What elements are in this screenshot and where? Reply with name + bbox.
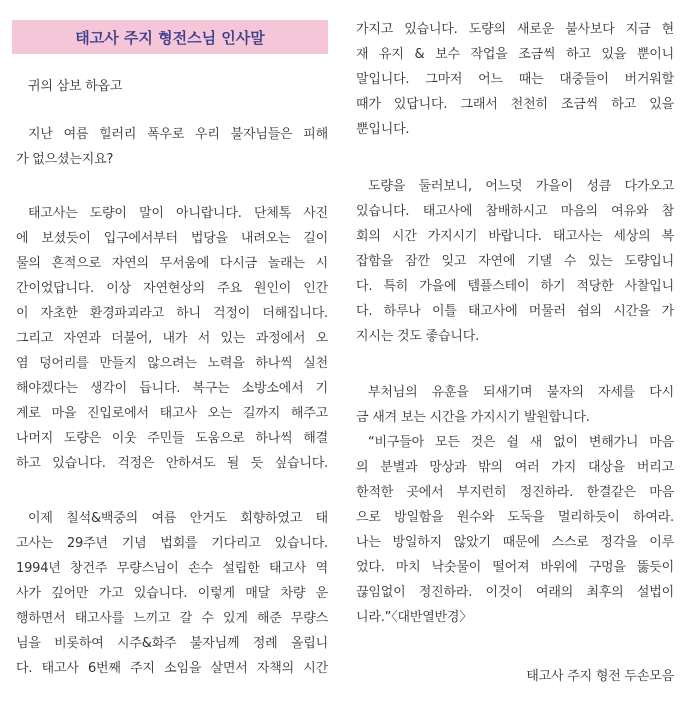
text-line: 하고 있습니다. 걱정은 안하셔도 될 듯 싶습니다. bbox=[16, 456, 328, 471]
text-line: 도량을 둘러보니, 어느덧 가을이 성큼 다가오고 bbox=[368, 179, 674, 194]
text-line: 재 유지 & 보수 작업을 조금씩 하고 있을 뿐이니 bbox=[356, 47, 674, 62]
text-line: 태고사는 도량이 말이 아니랍니다. 단체톡 사진 bbox=[28, 206, 328, 221]
quote-line: 으로 방일함을 원수와 도둑을 멀리하듯이 하여라. bbox=[356, 510, 674, 525]
quote-line: “비구들아 모든 것은 쉴 새 없이 변해가니 마음 bbox=[368, 435, 674, 450]
text-line: 그리고 자연과 더불어, 내가 서 있는 과정에서 오 bbox=[16, 331, 328, 346]
text-line: 다. 하루나 이틀 태고사에 머물러 쉼의 시간을 가 bbox=[356, 304, 674, 319]
text-line: 금 새겨 보는 시간을 가지시기 발원합니다. bbox=[356, 410, 590, 425]
text-line: 부처님의 유훈을 되새기며 불자의 자세를 다시 bbox=[368, 385, 674, 400]
text-line: 말입니다. 그마저 어느 때는 대중들이 버거워할 bbox=[356, 72, 674, 87]
text-line: 지시는 것도 좋습니다. bbox=[356, 329, 480, 344]
quote-line: 한적한 곳에서 부지런히 정진하라. 한결같은 마음 bbox=[356, 485, 674, 500]
text-line: 뿐입니다. bbox=[356, 122, 410, 137]
text-line: 에 보셨듯이 입구에서부터 법당을 내려오는 길이 bbox=[16, 231, 328, 246]
quote-line: 나는 방일하지 않았기 때문에 스스로 정각을 이루 bbox=[356, 535, 674, 550]
text-line: 다. 태고사 6번째 주지 소임을 살면서 자책의 시간 bbox=[16, 661, 328, 676]
text-line: 1994년 창건주 무량스님이 손수 설립한 태고사 역 bbox=[16, 561, 328, 576]
quote-line: 니라.”〈대반열반경〉 bbox=[356, 610, 473, 625]
quote-line: 의 분별과 망상과 밖의 여러 가지 대상을 버리고 bbox=[356, 460, 674, 475]
text-line: 이제 칠석&백중의 여름 안거도 회향하였고 태 bbox=[28, 511, 328, 526]
text-line: 잡함을 잠깐 잊고 자연에 기댈 수 있는 도량입니 bbox=[356, 254, 674, 269]
text-line: 물의 흔적으로 자연의 무서움에 다시금 놀래는 시 bbox=[16, 256, 328, 271]
text-line: 때가 있답니다. 그래서 천천히 조금씩 하고 있을 bbox=[356, 97, 674, 112]
text-line: 회의 시간 가지시기 바랍니다. 태고사는 세상의 복 bbox=[356, 229, 674, 244]
text-line: 이 자초한 환경파괴라고 하니 걱정이 더해집니다. bbox=[16, 306, 328, 321]
quote-line: 끊임없이 정진하라. 이것이 여래의 최후의 설법이 bbox=[356, 585, 674, 600]
text-line: 간이었답니다. 이상 자연현상의 주요 원인이 인간 bbox=[16, 281, 328, 296]
text-line: 해야겠다는 생각이 듭니다. 복구는 소방소에서 기 bbox=[16, 381, 328, 396]
quote-line: 었다. 마치 낙숫물이 떨어져 바위에 구멍을 뚫듯이 bbox=[356, 560, 674, 575]
text-line: 행하면서 태고사를 느끼고 갈 수 있게 해준 무량스 bbox=[16, 611, 328, 626]
signature: 태고사 주지 형전 두손모음 bbox=[526, 669, 674, 684]
text-line: 계로 마을 진입로에서 태고사 오는 길까지 해주고 bbox=[16, 406, 328, 421]
text-line: 님을 비롯하여 시주&화주 불자님께 정례 올립니 bbox=[16, 636, 328, 651]
text-line: 고사는 29주년 기념 법회를 기다리고 있습니다. bbox=[16, 536, 328, 551]
text-line: 나머지 도량은 이웃 주민들 도움으로 하나씩 해결 bbox=[16, 431, 328, 446]
text-line: 가지고 있습니다. 도량의 새로운 불사보다 지금 현 bbox=[356, 22, 674, 37]
text-line: 있습니다. 태고사에 참배하시고 마음의 여유와 참 bbox=[356, 204, 674, 219]
greeting-line: 귀의 삼보 하옵고 bbox=[28, 79, 123, 94]
text-line: 다. 특히 가을에 템플스테이 하기 적당한 사찰입니 bbox=[356, 279, 674, 294]
page-title: 태고사 주지 형전스님 인사말 bbox=[12, 20, 328, 54]
text-line: 염 덩어리를 만들지 않으려는 노력을 하나씩 실천 bbox=[16, 356, 328, 371]
text-line: 지난 여름 힐러리 폭우로 우리 불자님들은 피해 bbox=[28, 127, 328, 142]
text-line: 사가 깊어만 가고 있습니다. 이렇게 매달 차량 운 bbox=[16, 586, 328, 601]
text-line: 가 없으셨는지요? bbox=[16, 152, 114, 167]
